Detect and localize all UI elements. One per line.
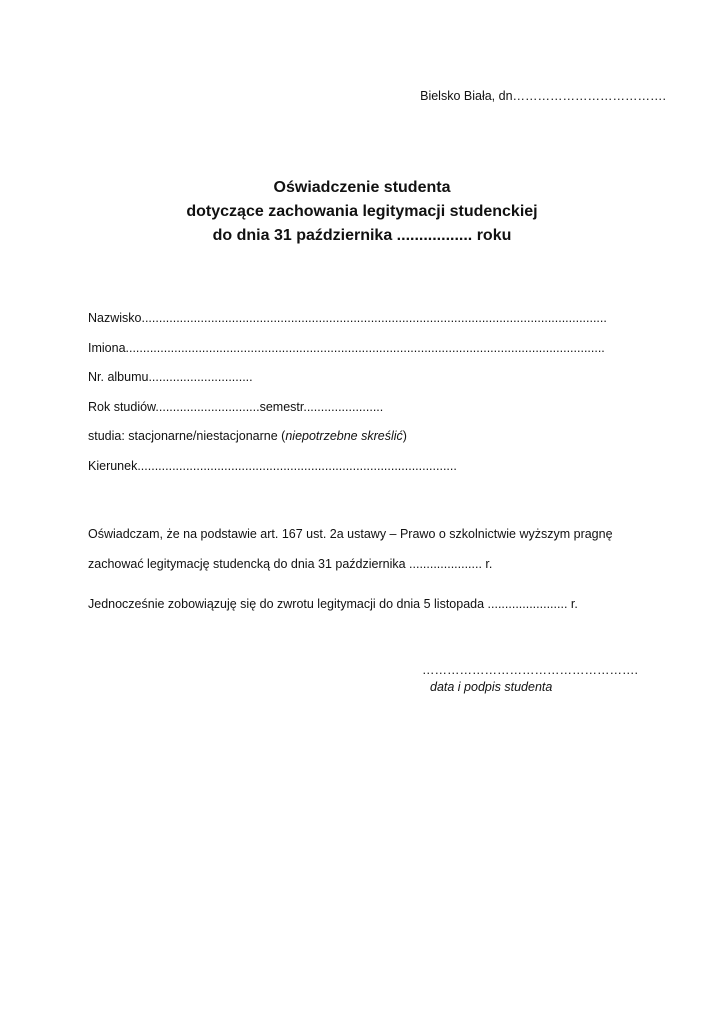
study-year-field: Rok studiów..............................: [88, 399, 260, 414]
place-date-line: Bielsko Biała, dn……………………………….: [420, 89, 666, 103]
study-mode-note: niepotrzebne skreślić: [285, 429, 403, 443]
title-line-3: do dnia 31 października ................. roku: [212, 227, 512, 244]
obligation-paragraph: Jednocześnie zobowiązuję się do zwrotu legitymacji do dnia 5 listopada ....................... r.: [88, 597, 578, 611]
title-line-1: Oświadczenie studenta: [273, 179, 451, 196]
surname-field: Nazwisko......................................................................................................................................: [88, 311, 607, 325]
direction-field: Kierunek............................................................................................: [88, 458, 457, 473]
signature-caption: data i podpis studenta: [430, 680, 553, 694]
album-number-field: Nr. albumu..............................: [88, 370, 253, 384]
declaration-line-2: zachować legitymację studencką do dnia 31 października ..................... r.: [88, 557, 493, 571]
first-names-field: Imiona..........................................................................................................................................: [88, 340, 605, 355]
study-mode-label: studia: stacjonarne/niestacjonarne (: [88, 429, 286, 443]
study-year-row: [88, 399, 668, 429]
title-line-2: dotyczące zachowania legitymacji studenckiej: [186, 203, 538, 220]
declaration-paragraph: [88, 519, 668, 579]
declaration-line-1: Oświadczam, że na podstawie art. 167 ust. 2a ustawy – Prawo o szkolnictwie wyższym pragnę: [88, 527, 613, 541]
student-fields: [88, 310, 668, 487]
study-mode-row: [88, 428, 668, 458]
document-title: [0, 176, 724, 248]
semester-field: semestr.......................: [259, 399, 384, 414]
study-mode-suffix: ): [402, 429, 407, 443]
signature-line: …………………………………………….: [422, 663, 638, 677]
